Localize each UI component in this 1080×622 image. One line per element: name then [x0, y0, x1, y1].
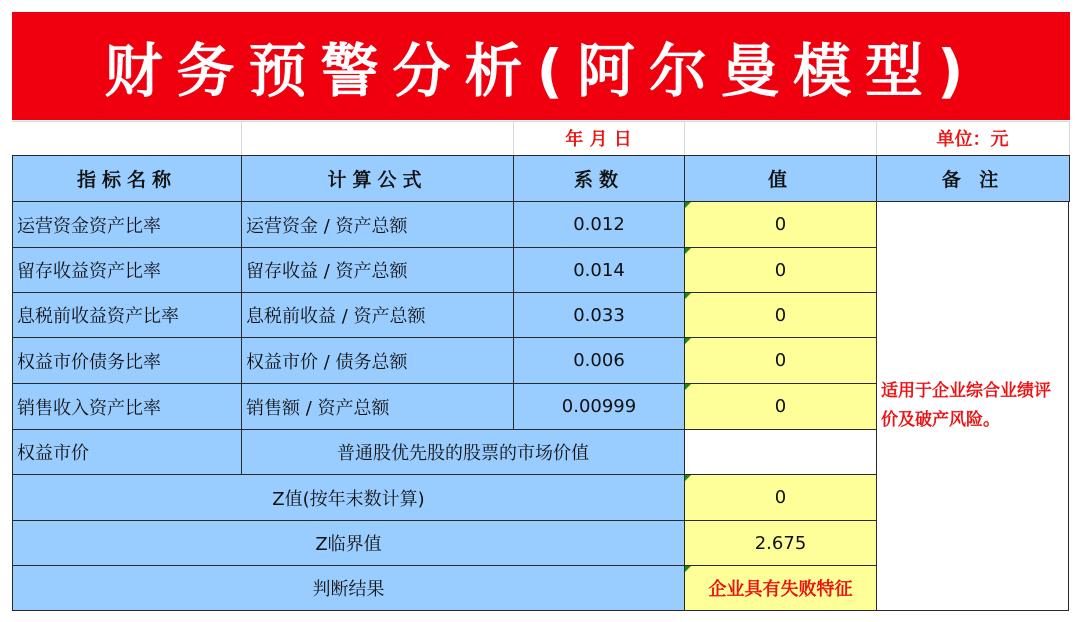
formula-indicator-icon — [685, 566, 691, 572]
header-indicator-name[interactable] — [12, 155, 242, 202]
z-critical-label: Z临界值 — [315, 534, 382, 555]
coefficient-cell[interactable] — [513, 247, 685, 293]
unit-label: 单位：元 — [936, 129, 1009, 150]
header-coefficient[interactable] — [513, 155, 685, 202]
equity-name: 权益市价 — [17, 443, 89, 464]
sheet-title: 财务预警分析(阿尔曼模型) — [104, 37, 978, 105]
value-cell[interactable] — [684, 292, 877, 338]
z-value-label-cell[interactable] — [12, 474, 685, 521]
judgement-result: 企业具有失败特征 — [708, 579, 853, 600]
date-cell[interactable] — [513, 121, 684, 155]
equity-value-input[interactable] — [684, 429, 877, 475]
coefficient-value: 0.00999 — [561, 396, 637, 417]
indicator-name: 留存收益资产比率 — [17, 261, 161, 282]
indicator-name-cell[interactable] — [12, 247, 242, 293]
formula-indicator-icon — [685, 475, 691, 481]
coefficient-cell[interactable] — [513, 292, 685, 338]
formula-cell[interactable] — [241, 247, 514, 293]
header-note[interactable] — [876, 155, 1070, 202]
header-value[interactable] — [684, 155, 877, 202]
value-text: 0 — [774, 396, 787, 417]
formula-indicator-icon — [685, 202, 691, 208]
value-cell[interactable] — [684, 383, 877, 430]
z-critical-cell[interactable] — [684, 520, 877, 566]
value-text: 0 — [774, 350, 787, 371]
indicator-name-cell[interactable] — [12, 337, 242, 384]
coefficient-cell[interactable] — [513, 337, 685, 384]
indicator-name: 息税前收益资产比率 — [17, 306, 179, 327]
z-critical-value: 2.675 — [754, 532, 807, 554]
coefficient-cell[interactable] — [513, 201, 685, 248]
formula-cell[interactable] — [241, 337, 514, 384]
header-label: 值 — [767, 169, 793, 191]
formula-text: 权益市价 / 债务总额 — [246, 351, 408, 373]
coefficient-value: 0.033 — [573, 304, 625, 326]
formula-cell[interactable] — [241, 383, 514, 430]
formula-indicator-icon — [685, 248, 691, 254]
formula-cell[interactable] — [241, 292, 514, 338]
coefficient-value: 0.014 — [573, 259, 625, 281]
z-value-label: Z值(按年末数计算) — [272, 488, 425, 510]
indicator-name: 运营资金资产比率 — [17, 215, 161, 237]
header-label: 计算公式 — [327, 169, 428, 191]
note-text: 适用于企业综合业绩评价及破产风险。 — [881, 381, 1051, 430]
formula-text: 留存收益 / 资产总额 — [246, 261, 408, 282]
formula-indicator-icon — [685, 338, 691, 344]
indicator-name: 销售收入资产比率 — [17, 397, 161, 419]
date-label: 年 月 日 — [565, 129, 632, 150]
header-formula[interactable] — [241, 155, 514, 202]
formula-text: 息税前收益 / 资产总额 — [246, 306, 426, 327]
equity-description: 普通股优先股的股票的市场价值 — [337, 443, 589, 464]
formula-text: 运营资金 / 资产总额 — [246, 215, 408, 237]
equity-name-cell[interactable] — [12, 429, 242, 475]
value-text: 0 — [774, 259, 787, 281]
unit-cell[interactable] — [876, 121, 1069, 155]
grid-line — [1069, 121, 1070, 155]
formula-text: 销售额 / 资产总额 — [246, 397, 390, 419]
coefficient-cell[interactable] — [513, 383, 685, 430]
indicator-name: 权益市价债务比率 — [17, 351, 161, 373]
indicator-name-cell[interactable] — [12, 383, 242, 430]
coefficient-value: 0.006 — [573, 350, 625, 371]
value-text: 0 — [774, 214, 787, 235]
value-cell[interactable] — [684, 337, 877, 384]
equity-description-cell[interactable] — [241, 429, 685, 475]
z-value: 0 — [774, 487, 787, 508]
grid-line — [241, 121, 242, 155]
header-label: 系数 — [573, 169, 624, 191]
grid-line — [684, 121, 685, 155]
header-label: 指标名称 — [76, 169, 177, 191]
z-value-cell[interactable] — [684, 474, 877, 521]
z-critical-label-cell[interactable] — [12, 520, 685, 566]
value-text: 0 — [774, 304, 787, 326]
indicator-name-cell[interactable] — [12, 292, 242, 338]
note-cell[interactable] — [876, 201, 1069, 611]
formula-indicator-icon — [685, 384, 691, 390]
value-cell[interactable] — [684, 201, 877, 248]
header-label: 备 注 — [941, 169, 1005, 191]
coefficient-value: 0.012 — [573, 214, 625, 235]
judgement-label-cell[interactable] — [12, 565, 685, 611]
judgement-label: 判断结果 — [312, 579, 385, 600]
formula-indicator-icon — [685, 293, 691, 299]
indicator-name-cell[interactable] — [12, 201, 242, 248]
sheet-title-banner — [12, 12, 1070, 120]
value-cell[interactable] — [684, 247, 877, 293]
judgement-result-cell[interactable] — [684, 565, 877, 611]
formula-cell[interactable] — [241, 201, 514, 248]
